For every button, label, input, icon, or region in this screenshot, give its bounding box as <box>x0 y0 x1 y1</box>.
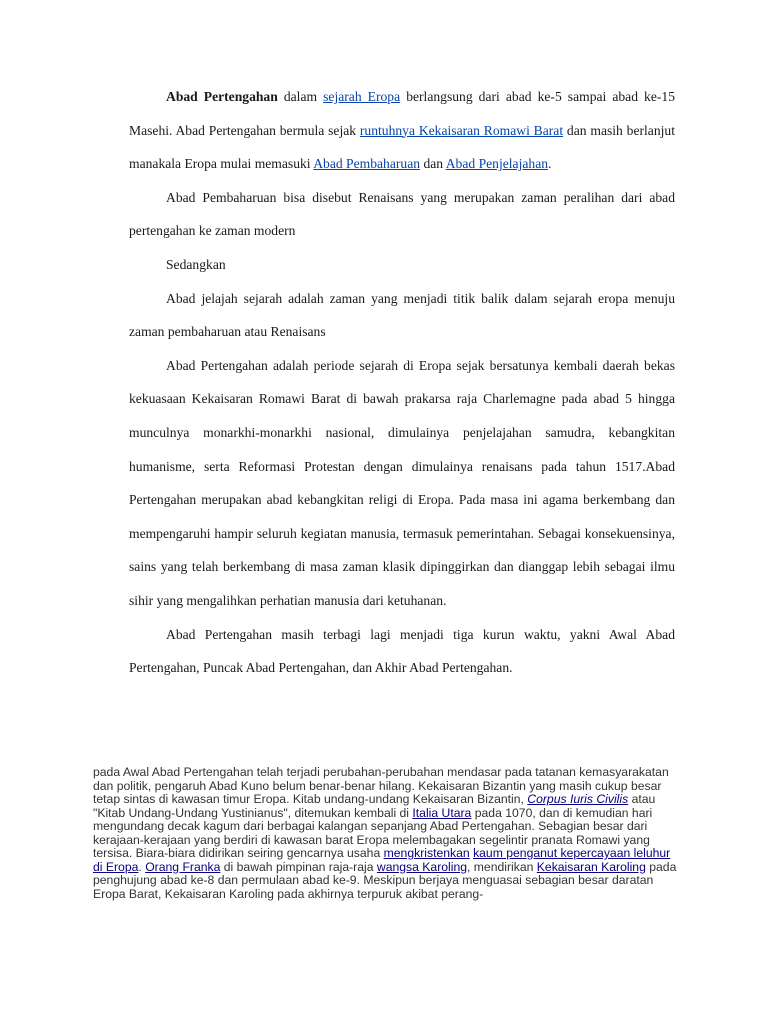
paragraph-abad-jelajah: Abad jelajah sejarah adalah zaman yang menjadi titik balik dalam sejarah eropa menuju zaman pembaharuan atau Renaisans <box>129 290 675 340</box>
paragraph-awal-abad-pertengahan <box>93 766 677 901</box>
document-sans-section <box>93 766 677 901</box>
link-kekaisaran-karoling[interactable]: Kekaisaran Karoling <box>536 859 646 874</box>
paragraph-tiga-kurun-waktu: Abad Pertengahan masih terbagi lagi menjadi tiga kurun waktu, yakni Awal Abad Pertengahan, Puncak Abad Pertengahan, dan Akhir Abad Pertengahan. <box>129 626 675 676</box>
text-run: berlangsung dari abad ke-5 sampai abad ke-15 Masehi. Abad Pertengahan bermula sejak <box>129 89 676 138</box>
text-run: dalam <box>277 89 324 104</box>
paragraph-sedangkan: Sedangkan <box>166 256 226 272</box>
link-abad-penjelajahan[interactable]: Abad Penjelajahan <box>445 156 549 172</box>
text-run: . <box>548 156 552 172</box>
paragraph-renaisans: Abad Pembaharuan bisa disebut Renaisans yang merupakan zaman peralihan dari abad pertengahan ke zaman modern <box>129 189 675 239</box>
paragraph-intro <box>129 80 675 181</box>
link-orang-franka[interactable]: Orang Franka <box>145 859 221 874</box>
link-wangsa-karoling[interactable]: wangsa Karoling <box>376 859 467 874</box>
document-serif-section <box>129 80 675 685</box>
link-sejarah-eropa[interactable]: sejarah Eropa <box>323 89 401 104</box>
text-run: pada penghujung abad ke-8 dan permulaan abad ke-9. Meskipun berjaya menguasai sebagian besar daratan Eropa Barat, Kekaisaran Karoling pada akhirnya terpuruk akibat perang- <box>93 859 677 901</box>
text-run: pada Awal Abad Pertengahan telah terjadi perubahan-perubahan mendasar pada tatanan kemasyarakatan dan politik, pengaruh Abad Kuno belum benar-benar hilang. Kekaisaran Bizantin yang masih cukup besar tetap sintas di kawasan timur Eropa. Kitab undang-undang Kekaisaran Bizantin, <box>93 765 669 806</box>
link-corpus-iuris-civilis[interactable]: Corpus Iuris Civilis <box>527 792 629 806</box>
paragraph-abad-pertengahan-periode: Abad Pertengahan adalah periode sejarah di Eropa sejak bersatunya kembali daerah bekas kekuasaan Kekaisaran Romawi Barat di bawah prakarsa raja Charlemagne pada abad 5 hingga munculnya monarkhi-monarkhi nasional, dimulainya penjelajahan samudra, kebangkitan humanisme, serta Reformasi Protestan dengan dimulainya renaisans pada tahun 1517.Abad Pertengahan merupakan abad kebangkitan religi di Eropa. Pada masa ini agama berkembang dan mempengaruhi hampir seluruh kegiatan manusia, termasuk pemerintahan. Sebagai konsekuensinya, sains yang telah berkembang di masa zaman klasik dipinggirkan dan dianggap lebih sebagai ilmu sihir yang mengalihkan perhatian manusia dari ketuhanan. <box>129 357 675 608</box>
text-run: . <box>138 859 146 874</box>
text-run: di bawah pimpinan raja-raja <box>220 859 377 874</box>
text-run: dan masih berlanjut manakala Eropa mulai memasuki <box>129 122 675 172</box>
text-run: atau "Kitab Undang-Undang Yustinianus", ditemukan kembali di <box>93 792 656 820</box>
text-run: dan <box>420 156 446 172</box>
text-run: pada 1070, dan di kemudian hari mengundang decak kagum dari berbagai kalangan sepanjang Abad Pertengahan. Sebagian besar dari kerajaan-kerajaan yang berdiri di kawasan barat Eropa melembagakan segelintir pranata Romawi yang tersisa. Biara-biara didirikan seiring gencarnya usaha <box>93 805 653 860</box>
text-run: , mendirikan <box>467 859 537 874</box>
link-runtuhnya-kekaisaran-romawi-barat[interactable]: runtuhnya Kekaisaran Romawi Barat <box>359 122 564 138</box>
bold-term: Abad Pertengahan <box>166 89 278 104</box>
link-kaum-penganut-kepercayaan-leluhur[interactable]: kaum penganut kepercayaan leluhur di Eropa <box>93 846 671 874</box>
link-mengkristenkan[interactable]: mengkristenkan <box>383 846 470 860</box>
link-abad-pembaharuan[interactable]: Abad Pembaharuan <box>313 156 421 172</box>
link-italia-utara[interactable]: Italia Utara <box>412 805 472 820</box>
